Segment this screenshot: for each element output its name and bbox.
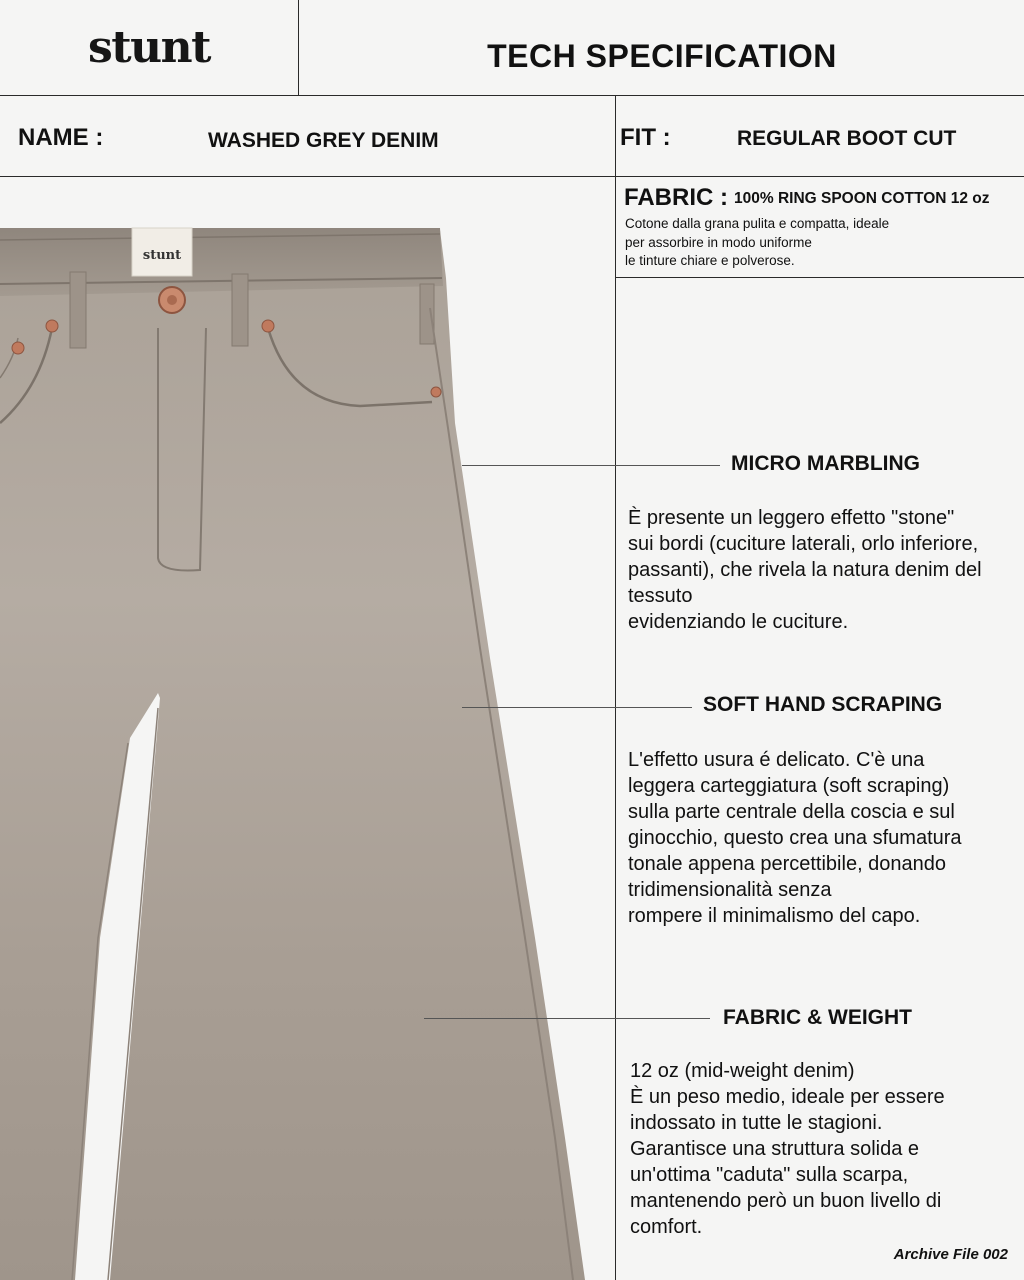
section-body-line: È un peso medio, ideale per essere: [630, 1086, 945, 1108]
fabric-description: [625, 215, 889, 271]
section-body-line: rompere il minimalismo del capo.: [628, 905, 921, 927]
section-body-line: Garantisce una struttura solida e: [630, 1138, 920, 1160]
section-body-line: mantenendo però un buon livello di: [630, 1190, 942, 1212]
fit-label: FIT :: [620, 124, 671, 151]
leader-line-micro-marbling: [462, 465, 720, 466]
archive-file-label: Archive File 002: [893, 1246, 1008, 1263]
section-body-line: evidenziando le cuciture.: [628, 611, 849, 633]
section-body-micro-marbling: [628, 505, 1024, 635]
belt-loop: [70, 272, 86, 348]
brand-logo: stunt: [88, 22, 210, 73]
rivet: [431, 387, 441, 397]
fabric-label: FABRIC :: [624, 184, 728, 211]
section-body-line: indossato in tutte le stagioni.: [630, 1112, 883, 1134]
rivet: [12, 342, 24, 354]
section-body-line: tridimensionalità senza: [628, 879, 832, 901]
section-title-soft-hand-scraping: SOFT HAND SCRAPING: [703, 693, 943, 716]
fabric-description-line: per assorbire in modo uniforme: [625, 234, 812, 250]
leader-line-fabric-weight: [424, 1018, 710, 1019]
section-body-line: 12 oz (mid-weight denim): [630, 1060, 855, 1082]
section-body-line: sui bordi (cuciture laterali, orlo inferiore,: [628, 533, 979, 555]
section-body-line: tonale appena percettibile, donando: [628, 853, 947, 875]
rivet: [46, 320, 58, 332]
spec-row-bottom-rule: [0, 176, 1024, 177]
name-label: NAME :: [18, 124, 104, 151]
waistband: [0, 228, 443, 296]
section-title-micro-marbling: MICRO MARBLING: [731, 452, 920, 475]
header-divider: [298, 0, 299, 95]
fit-value: REGULAR BOOT CUT: [737, 127, 957, 150]
section-body-line: È presente un leggero effetto "stone": [628, 507, 955, 529]
name-value: WASHED GREY DENIM: [208, 129, 439, 152]
rivet: [262, 320, 274, 332]
section-body-line: passanti), che rivela la natura denim del: [628, 559, 982, 581]
section-title-fabric-weight: FABRIC & WEIGHT: [723, 1006, 912, 1029]
section-body-line: ginocchio, questo crea una sfumatura: [628, 827, 962, 849]
fabric-value: 100% RING SPOON COTTON 12 oz: [734, 190, 990, 207]
section-body-line: un'ottima "caduta" sulla scarpa,: [630, 1164, 909, 1186]
section-body-line: L'effetto usura é delicato. C'è una: [628, 749, 925, 771]
fabric-row-bottom-rule: [616, 277, 1024, 278]
header-bottom-rule: [0, 95, 1024, 96]
fabric-description-line: le tinture chiare e polverose.: [625, 253, 795, 268]
section-body-line: leggera carteggiatura (soft scraping): [628, 775, 950, 797]
section-body-line: tessuto: [628, 585, 693, 607]
jeans-illustration: [0, 178, 615, 1280]
section-body-fabric-weight: [630, 1058, 1024, 1240]
brand-tag-label: stunt: [142, 248, 182, 263]
page-title: TECH SPECIFICATION: [487, 38, 837, 74]
section-body-line: sulla parte centrale della coscia e sul: [628, 801, 955, 823]
section-body-line: comfort.: [630, 1216, 703, 1238]
fabric-description-line: Cotone dalla grana pulita e compatta, ideale: [625, 216, 890, 231]
belt-loop: [232, 274, 248, 346]
column-divider: [615, 96, 616, 1280]
section-body-soft-hand-scraping: [628, 747, 1024, 929]
leader-line-soft-hand-scraping: [462, 707, 692, 708]
